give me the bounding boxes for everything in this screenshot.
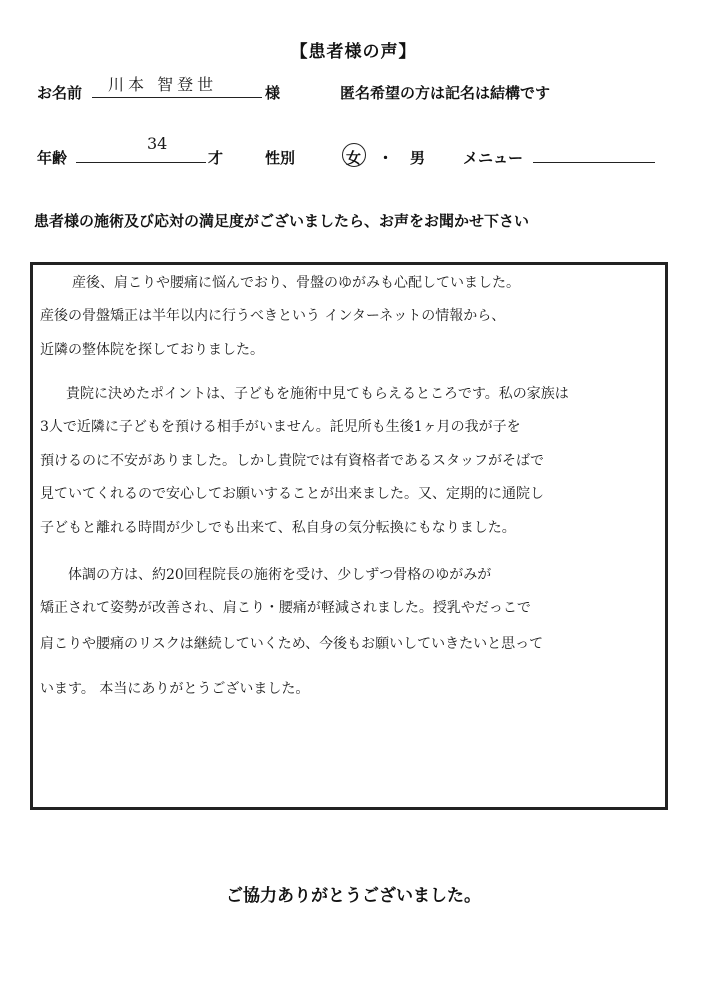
answer-line-10: 矯正されて姿勢が改善され、肩こり・腰痛が軽減されました。授乳やだっこで (40, 600, 531, 616)
name-underline (92, 97, 262, 98)
answer-line-5: 3人で近隣に子どもを預ける相手がいません。託児所も生後1ヶ月の我が子を (40, 419, 521, 435)
answer-line-6: 預けるのに不安がありました。しかし貴院では有資格者であるスタッフがそばで (40, 453, 544, 469)
age-label: 年齢 (37, 149, 68, 167)
answer-line-2: 産後の骨盤矯正は半年以内に行うべきという インターネットの情報から、 (40, 308, 506, 324)
answer-line-12: います。 本当にありがとうございました。 (40, 681, 310, 697)
answer-line-9: 体調の方は、約20回程院長の施術を受け、少しずつ骨格のゆがみが (68, 567, 492, 583)
gender-female: 女 (346, 149, 362, 167)
name-value: 川本 智登世 (108, 75, 218, 94)
menu-underline (533, 162, 655, 163)
age-value: 34 (147, 134, 168, 153)
gender-male: 男 (410, 149, 426, 167)
anonymous-note: 匿名希望の方は記名は結構です (340, 84, 551, 102)
name-label: お名前 (37, 84, 83, 102)
menu-label: メニュー (463, 149, 524, 167)
answer-line-1: 産後、肩こりや腰痛に悩んでおり、骨盤のゆがみも心配していました。 (72, 275, 520, 291)
answer-line-8: 子どもと離れる時間が少しでも出来て、私自身の気分転換にもなりました。 (40, 520, 516, 536)
gender-separator: ・ (378, 149, 394, 167)
answer-line-4: 貴院に決めたポイントは、子どもを施術中見てもらえるところです。私の家族は (66, 386, 569, 402)
thank-you-footer: ご協力ありがとうございました。 (226, 886, 481, 906)
answer-line-11: 肩こりや腰痛のリスクは継続していくため、今後もお願いしていきたいと思って (40, 636, 544, 652)
question-text: 患者様の施術及び応対の満足度がございましたら、お声をお聞かせ下さい (34, 212, 530, 230)
answer-line-7: 見ていてくれるので安心してお願いすることが出来ました。又、定期的に通院し (40, 486, 544, 502)
page-title: 【患者様の声】 (290, 42, 417, 62)
age-suffix: 才 (208, 149, 224, 167)
age-underline (76, 162, 206, 163)
answer-line-3: 近隣の整体院を探しておりました。 (40, 342, 264, 358)
gender-label: 性別 (265, 149, 296, 167)
name-suffix: 様 (265, 84, 281, 102)
